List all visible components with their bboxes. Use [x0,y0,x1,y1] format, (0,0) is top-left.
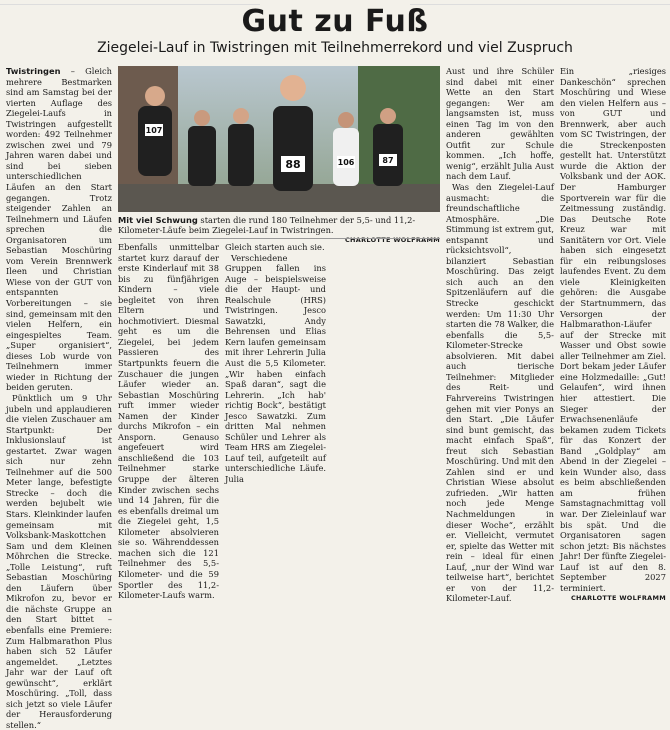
col1-paragraph-2: Pünktlich um 9 Uhr jubeln und applaudieren die vielen Zuschauer am Startpunkt: Der Inklusionslauf ist gestartet. Zwar wagen sich nur zehn Teilnehmer auf die 500 Meter lange, befestigte Strecke – doch die werden bejubelt wie Stars. Kleinkinder laufen gemeinsam mit Volksbank-Maskottchen Sam und dem Kleinen Möhrchen die Strecke. „Tolle Leistung“, ruft Sebastian Moschüring den Läufern über Mikrofon zu, bevor er die nächste Gruppe an den Start bittet – ebenfalls eine Premiere: Zum Halbmarathon Plus haben sich 52 Läufer angemeldet. „Letztes Jahr war der Lauf oft gewünscht“, erklärt Moschüring. „Toll, dass sich jetzt so viele Läufer der Herausforderung stellen.“ [6,392,112,730]
col5-paragraph: Ein „riesiges Dankeschön“ sprechen Moschüring und Wiese den vielen Helfern aus – von GUT und Brennwerk, aber auch vom SC Twistringen, der die Streckenposten gestellt hat. Unterstützt wurde die Aktion der Volksbank und der AOK. Der Hamburger Sportverein war für die Zeitmessung zuständig. Das Deutsche Rote Kreuz war mit Sanitätern vor Ort. Viele haben sich eingesetzt für ein reibungsloses laufendes Event. Zu dem viele Kleinigkeiten gehören: die Ausgabe der Startnummern, das Versorgen der Halbmarathon-Läufer auf der Strecke mit Wasser und Obst sowie aller Teilnehmer am Ziel. Dort bekam jeder Läufer eine Holzmedaille: „Gut! Gelaufen“, wird ihnen hier attestiert. Die Sieger der Erwachsenenläufe bekamen zudem Tickets für das Konzert der Band „Goldplay“ am Abend in der Ziegelei – kein Wunder also, dass es beim abschließenden am frühen Samstagnachmittag voll war. Der Zieleinlauf war bis spät. Und die Organisatoren sagen schon jetzt: Bis nächstes Jahr! Der fünfte Ziegelei-Lauf ist auf den 8. September 2027 terminiert. [560,66,666,593]
photo-credit: CHARLOTTE WOLFRAMM [344,236,440,244]
article-column-3 [225,242,326,485]
bib-number: 107 [145,126,163,135]
article-column-5 [560,66,666,603]
bib-number: 87 [382,156,394,165]
article-column-2 [118,242,219,601]
col1-text: – Gleich mehrere Bestmarken sind am Samstag bei der vierten Auflage des Ziegelei-Laufs in Twistringen aufgestellt worden: 492 Teilnehmer zwischen zwei und 79 Jahren waren dabei und sind bei sieben unterschiedlichen Läufen an den Start gegangen. Trotz steigender Zahlen an Teilnehmern und Läufen sprechen die Organisatoren um Sebastian Moschüring vom Verein Brennwerk Ileen und Christian Wiese von der GUT von entspannten Vorbereitungen – sie sind, gemeinsam mit den vielen Helfern, ein eingespieltes Team. „Super organisiert“, dieses Lob wurde von Teilnehmern immer wieder in Richtung der beiden geruten. [6,66,112,393]
article-column-1 [6,66,112,730]
article-author-credit: CHARLOTTE WOLFRAMM [570,594,666,603]
caption-lead: Mit viel Schwung [118,215,198,225]
runners-photo-image [118,66,440,212]
dateline: Twistringen [6,66,61,76]
article-column-4 [446,66,554,604]
col3-paragraph-1: Gleich starten auch sie. [225,242,325,252]
photo-caption [118,215,440,245]
caption-text: starten die rund 180 Teilnehmer der 5,5- und 11,2-Kilometer-Läufe beim Ziegelei-Lauf in Twistringen. [118,215,416,235]
col4-paragraph-1: Aust und ihre Schüler sind dabei mit einer Wette an den Start gegangen: Wer am langsamsten ist, muss einen Tag im von den anderen gewählten Outfit zur Schule kommen. „Ich hoffe, wenig“, erzählt Julia Aust nach dem Lauf. [446,66,554,182]
col2-paragraph: Ebenfalls unmittelbar startet kurz darauf der erste Kinderlauf mit 38 bis zu fünfjährigen Kindern – viele begleitet von ihren Eltern und hochmotiviert. Diesmal geht es um die Ziegelei, bei jedem Passieren des Startpunkts feuern die Zuschauer die jungen Läufer wieder an. Sebastian Moschüring ruft immer wieder Namen der Kinder durchs Mikrofon – ein Ansporn. Genauso angefeuert wird anschließend die 103 Teilnehmer starke Gruppe der älteren Kinder zwischen sechs und 14 Jahren, für die es ebenfalls dreimal um die Ziegelei geht, 1,5 Kilometer absolvieren sie so. Währenddessen machen sich die 121 Teilnehmer des 5,5-Kilometer- und die 59 Sportler des 11,2-Kilometer-Laufs warm. [118,242,219,601]
article-headline: Gut zu Fuß [241,4,429,39]
article-subheadline: Ziegelei-Lauf in Twistringen mit Teilnehmerrekord und viel Zuspruch [97,40,573,56]
col1-paragraph-1 [6,66,112,393]
col4-paragraph-2: Was den Ziegelei-Lauf ausmacht: die freundschaftliche Atmosphäre. „Die Stimmung ist extrem gut, entspannt und rücksichtsvoll“, bilanziert Sebastian Moschüring. Das zeigt sich auch an den Spitzenläufern auf die Strecke geschickt werden: Um 11:30 Uhr starten die 78 Walker, die ebenfalls die 5,5-Kilometer-Strecke absolvieren. Mit dabei auch tierische Teilnehmer: Mitglieder des Reit- und Fahrvereins Twistringen gehen mit vier Ponys an den Start. „Die Läufer sind bunt gemischt, das macht einfach Spaß“, freut sich Sebastian Moschüring. Und mit den Zahlen sind er und Christian Wiese absolut zufrieden. „Wir hatten noch jede Menge Nachmeldungen in dieser Woche“, erzählt er. Vielleicht, vermutet er, spielte das Wetter mit rein – ideal für einen Lauf, „nur der Wind war teilweise hart“, berichtet er von der 11,2-Kilometer-Lauf. [446,182,554,604]
col3-paragraph-2: Verschiedene Gruppen fallen ins Auge – beispielsweise die der Haupt- und Realschule (HRS) Twistringen. Jesco Sawatzki, Andy Behrensen und Elias Kern laufen gemeinsam mit ihrer Lehrerin Julia Aust die 5,5 Kilometer. „Wir haben einfach Spaß daran“, sagt die Lehrerin. „Ich hab' richtig Bock“, bestätigt Jesco Sawatzki. Zum dritten Mal nehmen Schüler und Lehrer als Team HRS am Ziegelei-Lauf teil, aufgeteilt auf unterschiedliche Läufe. Julia [225,252,326,485]
bib-number: 88 [285,158,301,171]
caption-divider [120,238,440,239]
article-photo [118,66,440,212]
bib-number: 106 [337,158,355,167]
